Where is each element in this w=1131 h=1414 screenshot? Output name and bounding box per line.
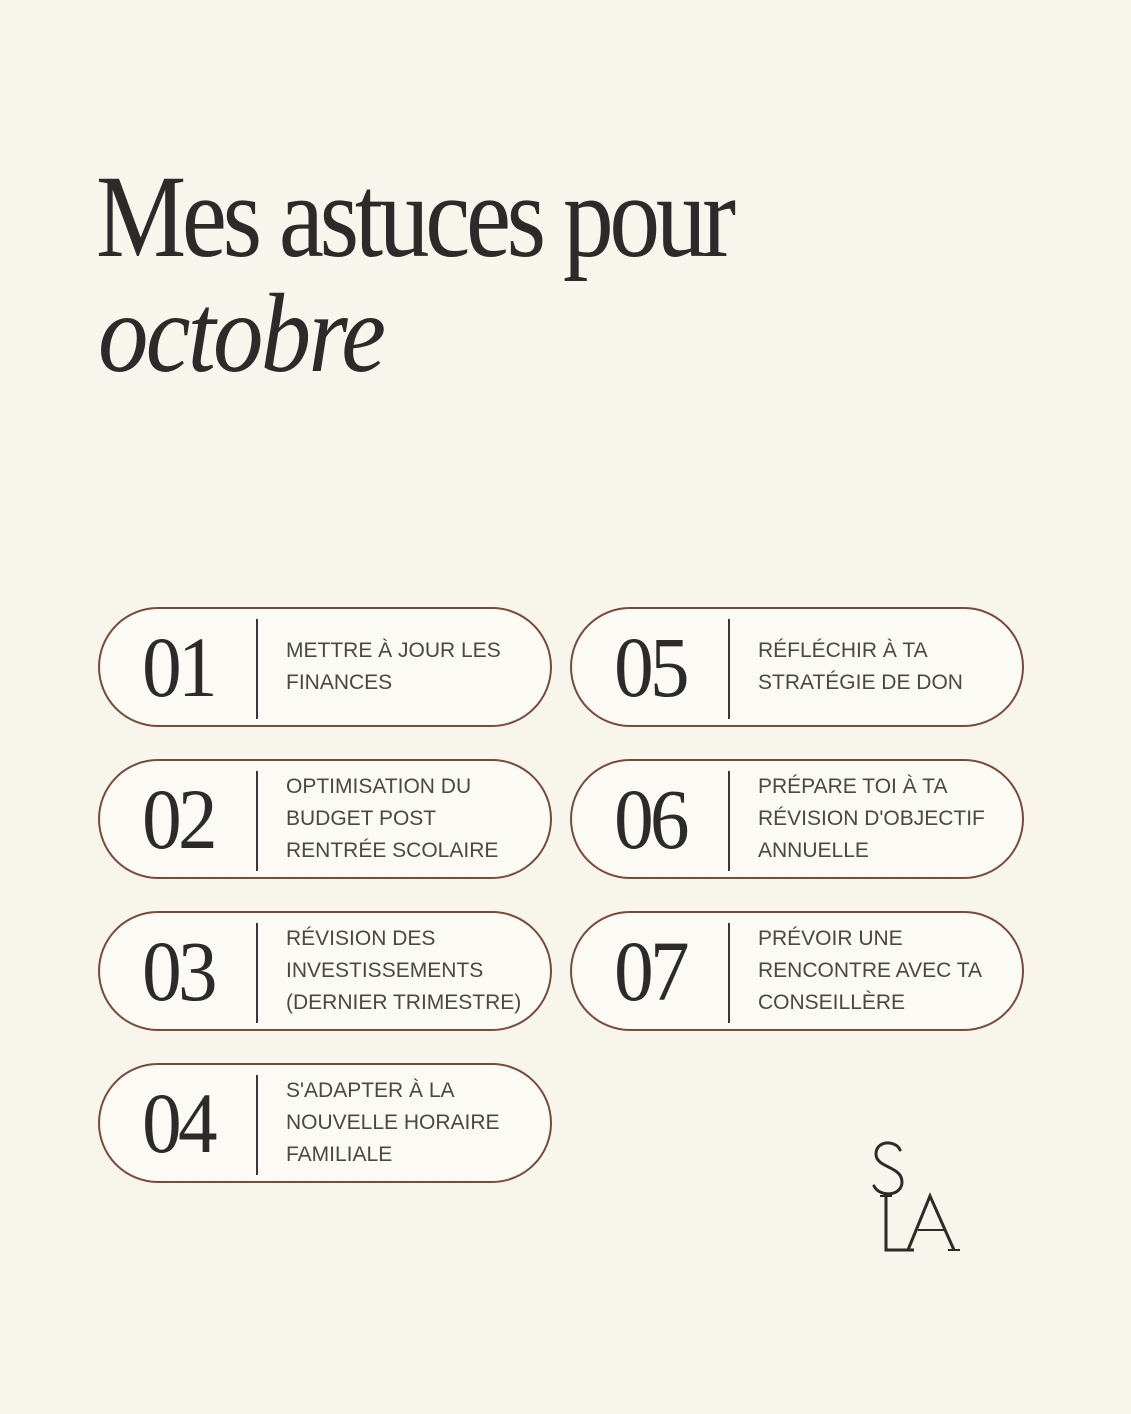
- divider: [728, 619, 730, 719]
- tip-number: 05: [614, 619, 686, 715]
- tip-text: PRÉPARE TOI À TA RÉVISION D'OBJECTIF ANNUELLE: [758, 775, 985, 862]
- tip-text: OPTIMISATION DU BUDGET POST RENTRÉE SCOLAIRE: [286, 775, 499, 862]
- tip-card-04: [98, 1063, 552, 1183]
- tip-text: S'ADAPTER À LA NOUVELLE HORAIRE FAMILIALE: [286, 1079, 500, 1166]
- tip-card-02: [98, 759, 552, 879]
- tip-card-01: [98, 607, 552, 727]
- tip-card-06: [570, 759, 1024, 879]
- page-title: Mes astuces pour: [96, 151, 732, 282]
- tip-number: 06: [614, 771, 686, 867]
- tip-number: 03: [142, 923, 214, 1019]
- divider: [728, 771, 730, 871]
- divider: [256, 771, 258, 871]
- divider: [728, 923, 730, 1023]
- tip-card-03: [98, 911, 552, 1031]
- tip-card-05: [570, 607, 1024, 727]
- logo-letter-s: [874, 1143, 902, 1194]
- divider: [256, 619, 258, 719]
- page-title-italic: octobre: [98, 272, 384, 396]
- tip-text: RÉVISION DES INVESTISSEMENTS (DERNIER TRIMESTRE): [286, 927, 522, 1014]
- divider: [256, 1075, 258, 1175]
- tip-text: METTRE À JOUR LES FINANCES: [286, 639, 501, 694]
- sla-logo: [866, 1134, 966, 1258]
- tip-number: 02: [142, 771, 214, 867]
- divider: [256, 923, 258, 1023]
- logo-letter-a: [908, 1196, 954, 1250]
- tip-card-07: [570, 911, 1024, 1031]
- tip-number: 07: [614, 923, 686, 1019]
- tip-text: PRÉVOIR UNE RENCONTRE AVEC TA CONSEILLÈRE: [758, 927, 983, 1014]
- tip-number: 04: [142, 1075, 214, 1171]
- tip-number: 01: [142, 619, 214, 715]
- tip-text: RÉFLÉCHIR À TA STRATÉGIE DE DON: [758, 639, 963, 694]
